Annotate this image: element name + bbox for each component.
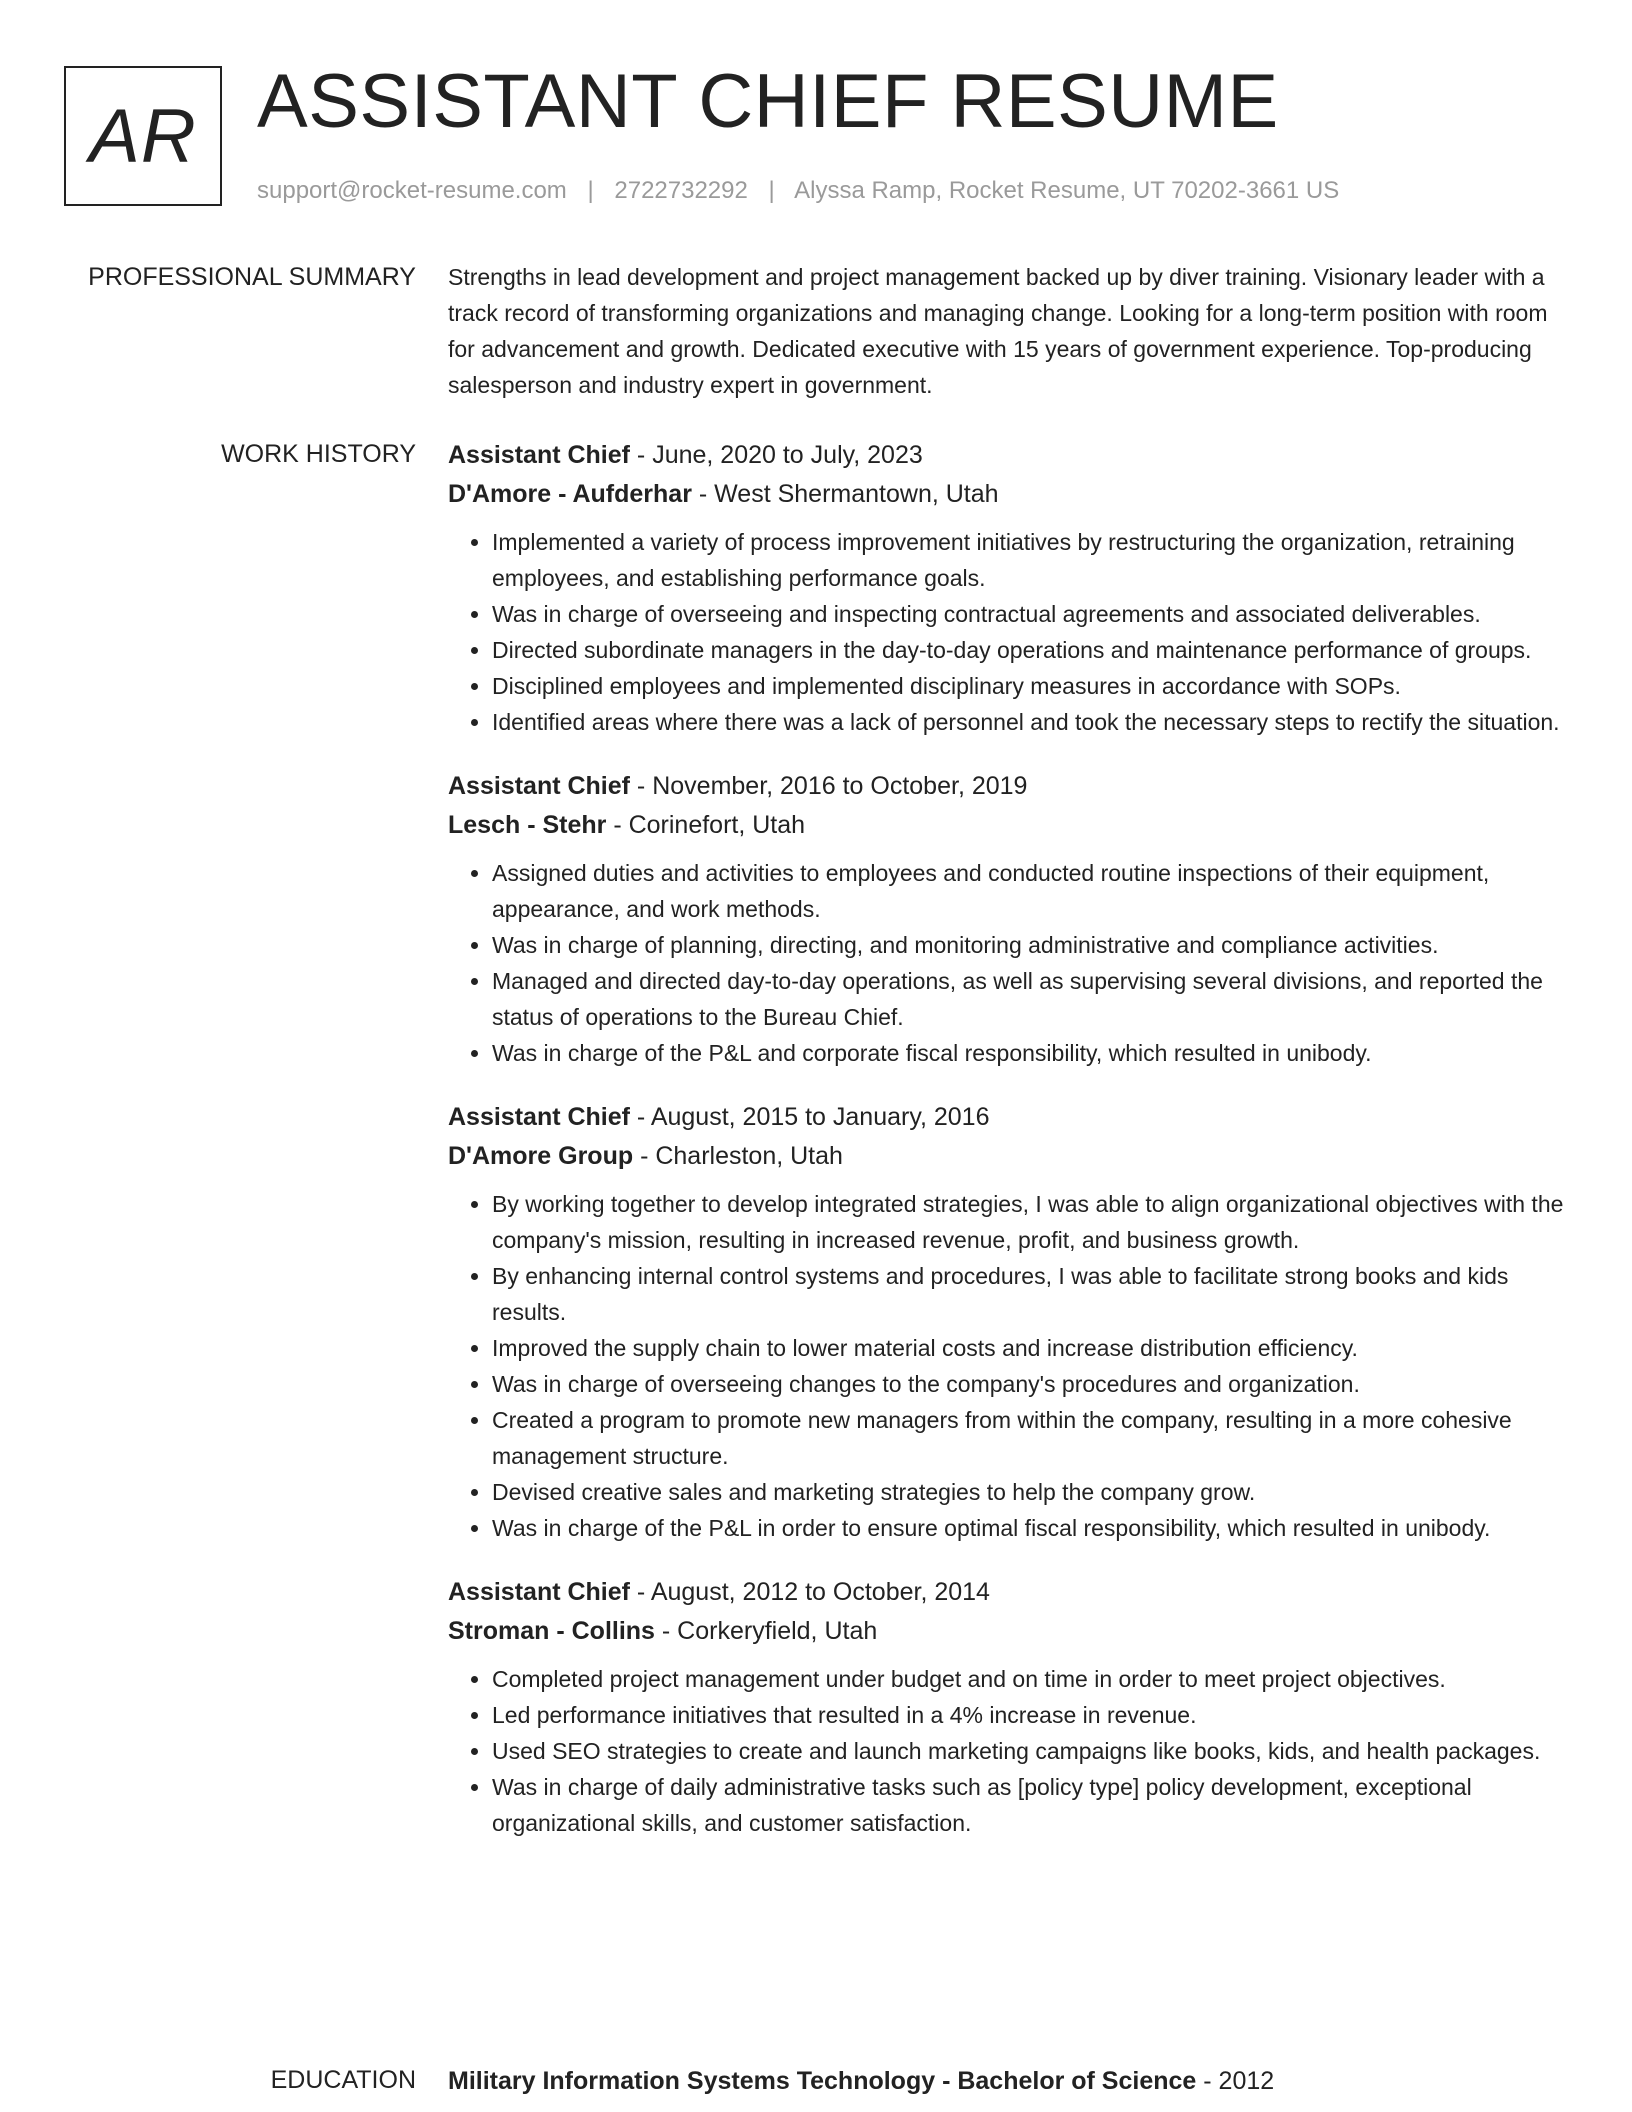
job-entry bbox=[448, 436, 1568, 740]
job-bullets bbox=[448, 1661, 1568, 1841]
job-company: Stroman - Collins bbox=[448, 1617, 655, 1645]
job-dates: - August, 2012 to October, 2014 bbox=[629, 1578, 990, 1606]
job-company-line bbox=[448, 1612, 1568, 1651]
monogram-text: AR bbox=[89, 93, 197, 179]
job-bullet: • Completed project management under budget and on time in order to meet project objectives. bbox=[492, 1661, 1568, 1697]
summary-label: PROFESSIONAL SUMMARY bbox=[88, 263, 416, 291]
job-bullet: • Created a program to promote new managers from within the company, resulting in a more cohesive management structure. bbox=[492, 1402, 1568, 1474]
contact-phone: 2722732292 bbox=[614, 177, 748, 204]
job-company-line bbox=[448, 475, 1568, 514]
work-history-list bbox=[448, 436, 1568, 1868]
contact-email: support@rocket-resume.com bbox=[257, 177, 567, 204]
job-entry bbox=[448, 767, 1568, 1071]
monogram-badge bbox=[64, 66, 222, 206]
education-year: - 2012 bbox=[1196, 2067, 1275, 2095]
job-bullets bbox=[448, 855, 1568, 1071]
job-bullet: • Was in charge of the P&L in order to ensure optimal fiscal responsibility, which resulted in unibody. bbox=[492, 1510, 1568, 1546]
job-title: Assistant Chief bbox=[448, 772, 630, 800]
job-bullet: • Was in charge of daily administrative tasks such as [policy type] policy development, exceptional organizational skills, and customer satisfaction. bbox=[492, 1769, 1568, 1841]
contact-separator: | bbox=[587, 177, 594, 204]
education-label: EDUCATION bbox=[270, 2066, 416, 2094]
job-title-line bbox=[448, 1573, 1568, 1612]
job-bullet: • Assigned duties and activities to employees and conducted routine inspections of their equipment, appearance, and work methods. bbox=[492, 855, 1568, 927]
job-company-line bbox=[448, 1137, 1568, 1176]
job-title-line bbox=[448, 1098, 1568, 1137]
job-title-line bbox=[448, 767, 1568, 806]
job-title: Assistant Chief bbox=[448, 441, 630, 469]
job-entry bbox=[448, 1098, 1568, 1546]
job-location: - West Shermantown, Utah bbox=[691, 480, 999, 508]
job-dates: - November, 2016 to October, 2019 bbox=[629, 772, 1028, 800]
job-bullet: • By enhancing internal control systems and procedures, I was able to facilitate strong books and kids results. bbox=[492, 1258, 1568, 1330]
job-bullet: • Implemented a variety of process improvement initiatives by restructuring the organization, retraining employees, and establishing performance goals. bbox=[492, 524, 1568, 596]
job-entry bbox=[448, 1573, 1568, 1841]
job-title: Assistant Chief bbox=[448, 1103, 630, 1131]
education-line bbox=[448, 2062, 1568, 2101]
job-bullet: • Managed and directed day-to-day operations, as well as supervising several divisions, and reported the status of operations to the Bureau Chief. bbox=[492, 963, 1568, 1035]
job-location: - Charleston, Utah bbox=[633, 1142, 843, 1170]
job-bullet: • Was in charge of planning, directing, and monitoring administrative and compliance activities. bbox=[492, 927, 1568, 963]
job-location: - Corkeryfield, Utah bbox=[654, 1617, 878, 1645]
education-degree: Military Information Systems Technology - Bachelor of Science bbox=[448, 2067, 1197, 2095]
job-company-line bbox=[448, 806, 1568, 845]
summary-text: Strengths in lead development and project management backed up by diver training. Visionary leader with a track record of transforming organizations and managing change. Looking for a long-term position with room for advancement and growth. Dedicated executive with 15 years of government experience. Top-producing salesperson and industry expert in government. bbox=[448, 264, 1548, 398]
job-bullet: • Disciplined employees and implemented disciplinary measures in accordance with SOPs. bbox=[492, 668, 1568, 704]
job-bullet: • Identified areas where there was a lack of personnel and took the necessary steps to rectify the situation. bbox=[492, 704, 1568, 740]
job-bullets bbox=[448, 524, 1568, 740]
contact-line bbox=[257, 175, 1339, 207]
job-bullets bbox=[448, 1186, 1568, 1546]
job-dates: - August, 2015 to January, 2016 bbox=[629, 1103, 990, 1131]
job-title: Assistant Chief bbox=[448, 1578, 630, 1606]
job-company: D'Amore - Aufderhar bbox=[448, 480, 692, 508]
contact-separator: | bbox=[768, 177, 775, 204]
job-bullet: • Was in charge of overseeing changes to the company's procedures and organization. bbox=[492, 1366, 1568, 1402]
job-title-line bbox=[448, 436, 1568, 475]
job-company: Lesch - Stehr bbox=[448, 811, 607, 839]
page-title: ASSISTANT CHIEF RESUME bbox=[257, 59, 1279, 144]
job-bullet: • Was in charge of overseeing and inspecting contractual agreements and associated deliverables. bbox=[492, 596, 1568, 632]
job-company: D'Amore Group bbox=[448, 1142, 634, 1170]
job-bullet: • Directed subordinate managers in the day-to-day operations and maintenance performance of groups. bbox=[492, 632, 1568, 668]
job-bullet: • Used SEO strategies to create and launch marketing campaigns like books, kids, and health packages. bbox=[492, 1733, 1568, 1769]
job-bullet: • By working together to develop integrated strategies, I was able to align organizational objectives with the company's mission, resulting in increased revenue, profit, and business growth. bbox=[492, 1186, 1568, 1258]
contact-address: Alyssa Ramp, Rocket Resume, UT 70202-3661 US bbox=[794, 177, 1340, 204]
job-dates: - June, 2020 to July, 2023 bbox=[629, 441, 923, 469]
job-bullet: • Devised creative sales and marketing strategies to help the company grow. bbox=[492, 1474, 1568, 1510]
job-bullet: • Improved the supply chain to lower material costs and increase distribution efficiency. bbox=[492, 1330, 1568, 1366]
job-bullet: • Was in charge of the P&L and corporate fiscal responsibility, which resulted in unibody. bbox=[492, 1035, 1568, 1071]
job-location: - Corinefort, Utah bbox=[606, 811, 806, 839]
job-bullet: • Led performance initiatives that resulted in a 4% increase in revenue. bbox=[492, 1697, 1568, 1733]
work-history-label: WORK HISTORY bbox=[221, 440, 416, 468]
